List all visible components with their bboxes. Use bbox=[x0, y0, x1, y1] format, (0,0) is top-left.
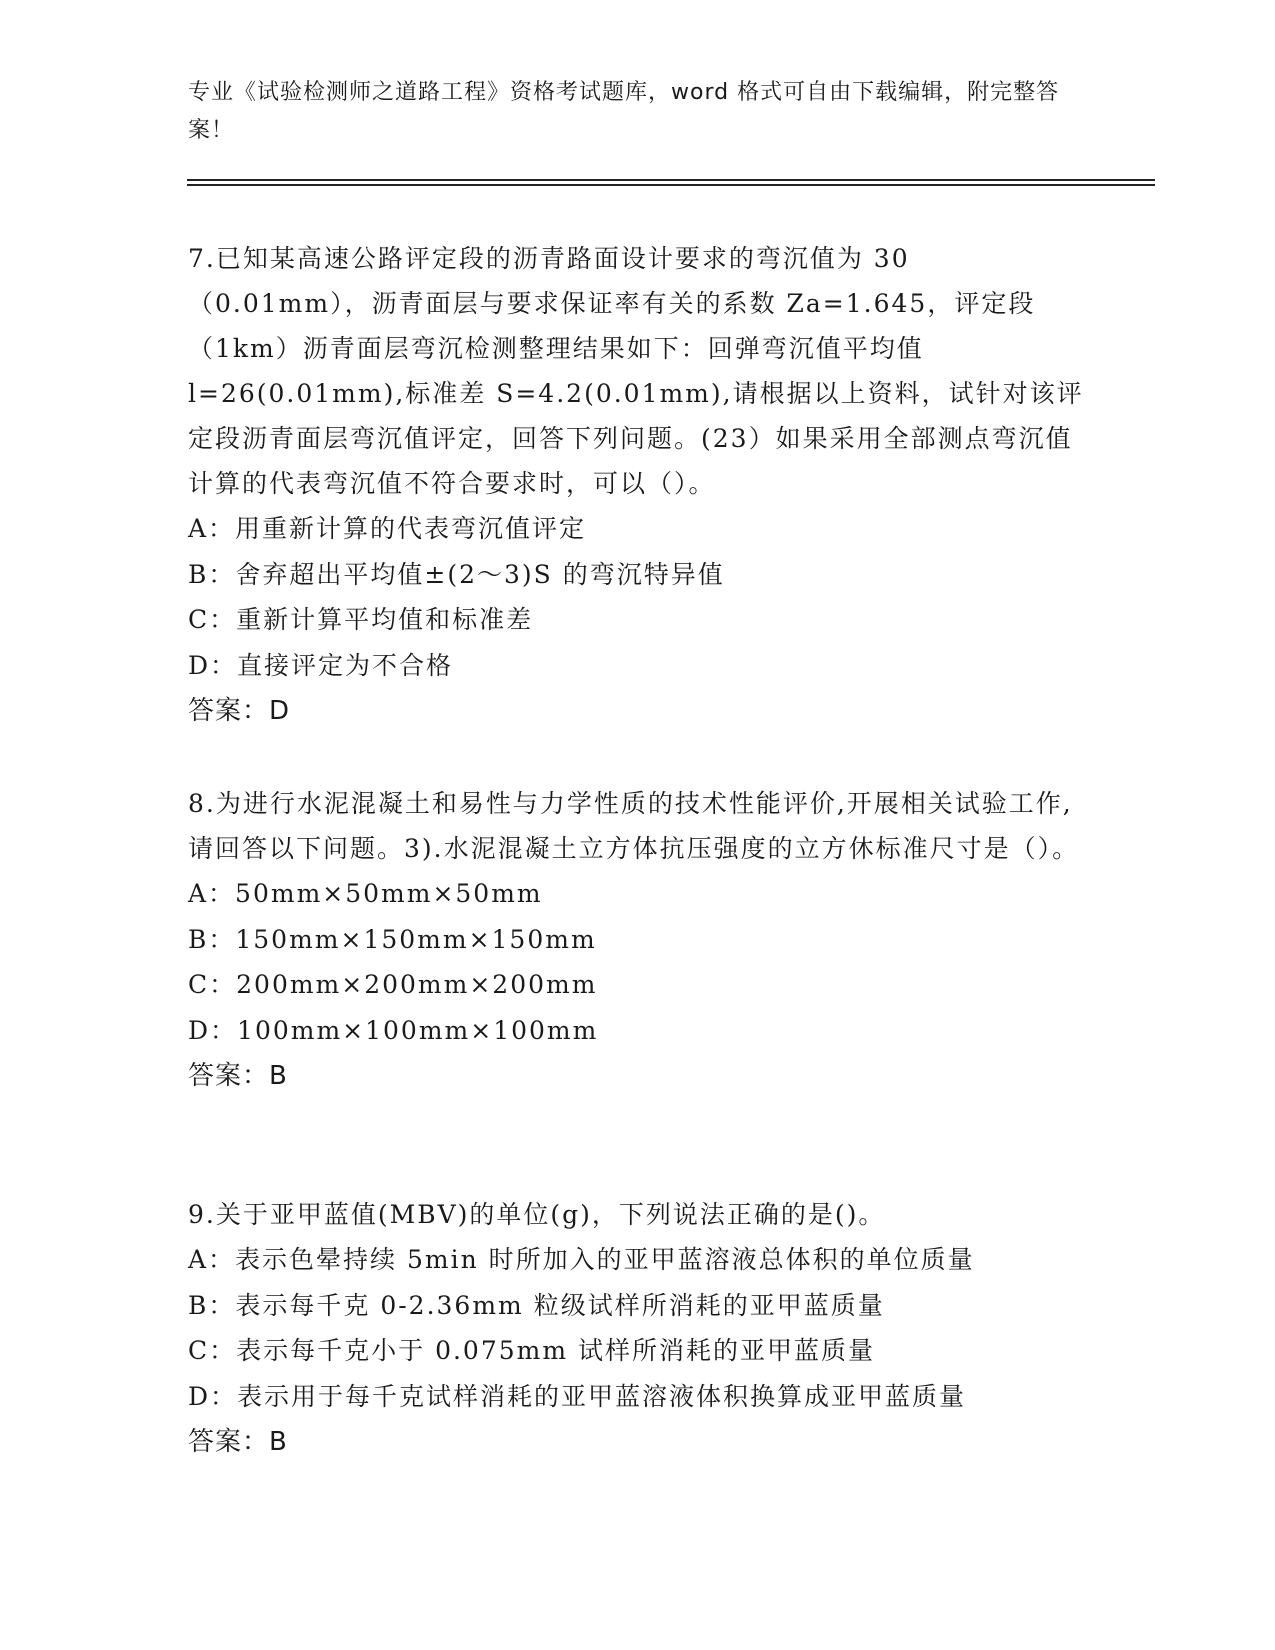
option-c: C：重新计算平均值和标准差 bbox=[188, 605, 534, 634]
option-c: C：表示每千克小于 0.075mm 试样所消耗的亚甲蓝质量 bbox=[188, 1336, 876, 1365]
header-divider-bottom bbox=[187, 184, 1155, 186]
option-c: C：200mm×200mm×200mm bbox=[188, 970, 598, 999]
option-d: D：直接评定为不合格 bbox=[188, 650, 454, 680]
option-b: B：150mm×150mm×150mm bbox=[188, 924, 597, 954]
option-a: A：50mm×50mm×50mm bbox=[188, 879, 543, 908]
option-a: A：表示色晕持续 5min 时所加入的亚甲蓝溶液总体积的单位质量 bbox=[188, 1245, 975, 1274]
answer-text: 答案：B bbox=[188, 1061, 288, 1091]
document-header bbox=[188, 74, 1088, 150]
question-8 bbox=[188, 781, 1088, 1099]
question-text: 8.为进行水泥混凝土和易性与力学性质的技术性能评价,开展相关试验工作,请回答以下问题。3).水泥混凝土立方体抗压强度的立方休标准尺寸是（）。 bbox=[188, 789, 1080, 863]
question-7 bbox=[188, 236, 1088, 734]
header-intro-text: 专业《试验检测师之道路工程》资格考试题库，word 格式可自由下载编辑，附完整答案！ bbox=[188, 80, 1060, 143]
option-b: B：表示每千克 0-2.36mm 粒级试样所消耗的亚甲蓝质量 bbox=[188, 1290, 885, 1320]
option-a: A：用重新计算的代表弯沉值评定 bbox=[188, 514, 587, 543]
question-text: 9.关于亚甲蓝值(MBV)的单位(g)，下列说法正确的是()。 bbox=[188, 1200, 886, 1229]
option-d: D：100mm×100mm×100mm bbox=[188, 1015, 599, 1045]
answer-text: 答案：D bbox=[188, 696, 291, 726]
question-text: 7.已知某高速公路评定段的沥青路面设计要求的弯沉值为 30（0.01mm），沥青面层与要求保证率有关的系数 Za=1.645，评定段（1km）沥青面层弯沉检测整理结果如下：回弹弯沉值平均值 l=26(0.01mm),标准差 S=4.2(0.01mm),请根据以上资料，试针对该评定段沥青面层弯沉值评定，回答下列问题。(23）如果采用全部测点弯沉值计算的代表弯沉值不符合要求时，可以（）。 bbox=[188, 244, 1084, 498]
option-b: B：舍弃超出平均值±(2～3)S 的弯沉特异值 bbox=[188, 559, 725, 589]
question-9 bbox=[188, 1192, 1088, 1465]
header-divider-top bbox=[187, 179, 1155, 181]
answer-text: 答案：B bbox=[188, 1427, 288, 1457]
option-d: D：表示用于每千克试样消耗的亚甲蓝溶液体积换算成亚甲蓝质量 bbox=[188, 1381, 967, 1411]
